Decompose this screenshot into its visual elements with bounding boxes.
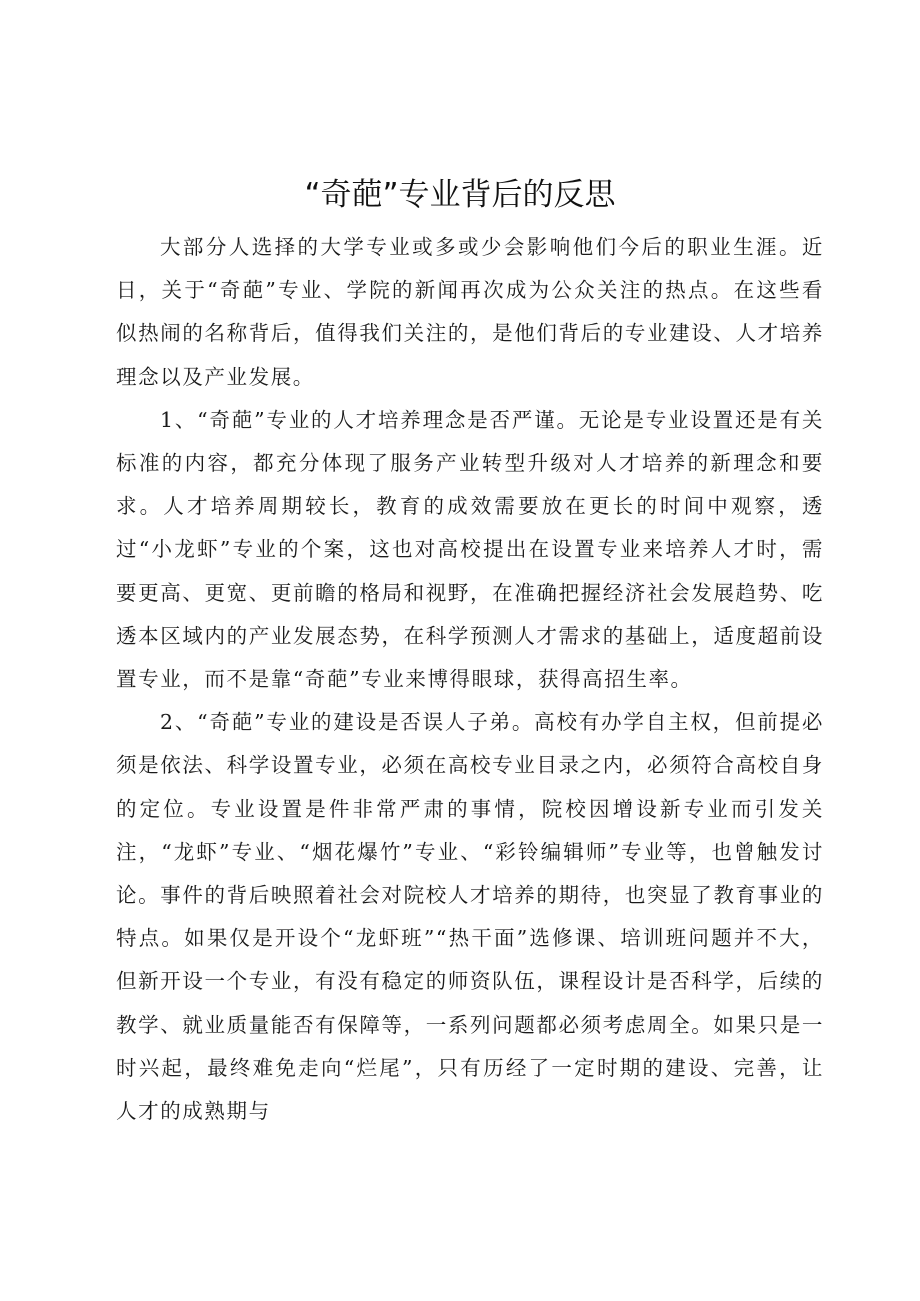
document-title: “奇葩”专业背后的反思 — [304, 177, 616, 213]
paragraph-intro: 大部分人选择的大学专业或多或少会影响他们今后的职业生涯。近日，关于“奇葩”专业、学院的新闻再次成为公众关注的热点。在这些看似热闹的名称背后，值得我们关注的，是他们背后的专业建设、人才培养理念以及产业发展。 — [116, 235, 824, 389]
document-body — [116, 226, 824, 1133]
paragraph-point-1: 1、“奇葩”专业的人才培养理念是否严谨。无论是专业设置还是有关标准的内容，都充分体现了服务产业转型升级对人才培养的新理念和要求。人才培养周期较长，教育的成效需要放在更长的时间中观察，透过“小龙虾”专业的个案，这也对高校提出在设置专业来培养人才时，需要更高、更宽、更前瞻的格局和视野，在准确把握经济社会发展趋势、吃透本区域内的产业发展态势，在科学预测人才需求的基础上，适度超前设置专业，而不是靠“奇葩”专业来博得眼球，获得高招生率。 — [116, 407, 824, 692]
paragraph-point-2: 2、“奇葩”专业的建设是否误人子弟。高校有办学自主权，但前提必须是依法、科学设置专业，必须在高校专业目录之内，必须符合高校自身的定位。专业设置是件非常严肃的事情，院校因增设新专业而引发关注，“龙虾”专业、“烟花爆竹”专业、“彩铃编辑师”专业等，也曾触发讨论。事件的背后映照着社会对院校人才培养的期待，也突显了教育事业的特点。如果仅是开设个“龙虾班”“热干面”选修课、培训班问题并不大，但新开设一个专业，有没有稳定的师资队伍，课程设计是否科学，后续的教学、就业质量能否有保障等，一系列问题都必须考虑周全。如果只是一时兴起，最终难免走向“烂尾”，只有历经了一定时期的建设、完善，让人才的成熟期与 — [116, 710, 824, 1124]
